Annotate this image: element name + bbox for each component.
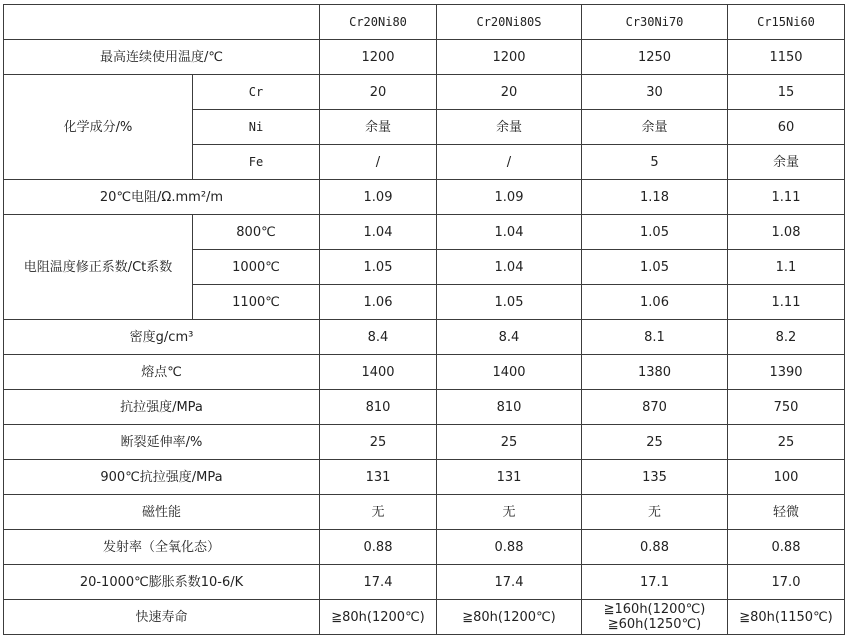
table-row bbox=[4, 390, 845, 425]
table-cell: 1380 bbox=[582, 355, 728, 390]
sub-label: 1100℃ bbox=[193, 285, 320, 320]
table-cell: 余量 bbox=[320, 110, 437, 145]
group-label: 化学成分/% bbox=[4, 75, 193, 180]
table-cell: ≧80h(1200℃) bbox=[437, 600, 582, 635]
table-cell: 无 bbox=[437, 495, 582, 530]
table-row bbox=[4, 40, 845, 75]
row-label: 20-1000℃膨胀系数10-6/K bbox=[4, 565, 320, 600]
table-row bbox=[4, 425, 845, 460]
row-label: 发射率（全氧化态） bbox=[4, 530, 320, 565]
table-cell: 8.4 bbox=[320, 320, 437, 355]
table-cell: 1.05 bbox=[437, 285, 582, 320]
header-cr30ni70: Cr30Ni70 bbox=[582, 5, 728, 40]
life-line-1: ≧160h(1200℃) bbox=[603, 602, 706, 617]
row-label: 密度g/cm³ bbox=[4, 320, 320, 355]
header-cr20ni80s: Cr20Ni80S bbox=[437, 5, 582, 40]
table-cell: 1150 bbox=[728, 40, 845, 75]
table-cell: 17.4 bbox=[437, 565, 582, 600]
table-row bbox=[4, 460, 845, 495]
row-label: 最高连续使用温度/℃ bbox=[4, 40, 320, 75]
table-cell: 750 bbox=[728, 390, 845, 425]
header-cr15ni60: Cr15Ni60 bbox=[728, 5, 845, 40]
row-label: 900℃抗拉强度/MPa bbox=[4, 460, 320, 495]
table-row bbox=[4, 565, 845, 600]
table-cell: 1.04 bbox=[437, 215, 582, 250]
table-cell: ≧80h(1150℃) bbox=[728, 600, 845, 635]
table-cell: 25 bbox=[728, 425, 845, 460]
table-cell: / bbox=[320, 145, 437, 180]
table-cell: 1.09 bbox=[437, 180, 582, 215]
life-line-2: ≧60h(1250℃) bbox=[607, 617, 702, 632]
table-cell: 1.05 bbox=[582, 250, 728, 285]
table-cell: 8.1 bbox=[582, 320, 728, 355]
table-cell: 余量 bbox=[728, 145, 845, 180]
table-row bbox=[4, 600, 845, 635]
table-cell: 余量 bbox=[437, 110, 582, 145]
table-cell bbox=[582, 600, 728, 635]
table-row bbox=[4, 320, 845, 355]
table-row bbox=[4, 180, 845, 215]
header-cr20ni80: Cr20Ni80 bbox=[320, 5, 437, 40]
table-cell: 1.11 bbox=[728, 285, 845, 320]
row-label: 断裂延伸率/% bbox=[4, 425, 320, 460]
group-label: 电阻温度修正系数/Ct系数 bbox=[4, 215, 193, 320]
row-label: 熔点℃ bbox=[4, 355, 320, 390]
table-cell: 1400 bbox=[320, 355, 437, 390]
table-cell: 810 bbox=[320, 390, 437, 425]
table-cell: 131 bbox=[437, 460, 582, 495]
table-cell: 1200 bbox=[320, 40, 437, 75]
table-cell: / bbox=[437, 145, 582, 180]
table-cell: 100 bbox=[728, 460, 845, 495]
table-cell: 5 bbox=[582, 145, 728, 180]
table-cell: 20 bbox=[437, 75, 582, 110]
table-cell: 无 bbox=[582, 495, 728, 530]
row-label: 20℃电阻/Ω.mm²/m bbox=[4, 180, 320, 215]
table-cell: 8.2 bbox=[728, 320, 845, 355]
table-row bbox=[4, 495, 845, 530]
header-row bbox=[4, 5, 845, 40]
table-cell: 1.11 bbox=[728, 180, 845, 215]
table-cell: 1.05 bbox=[320, 250, 437, 285]
table-cell: 1.1 bbox=[728, 250, 845, 285]
table-cell: 1.09 bbox=[320, 180, 437, 215]
table-cell: 135 bbox=[582, 460, 728, 495]
table-cell: 25 bbox=[320, 425, 437, 460]
table-cell: 17.0 bbox=[728, 565, 845, 600]
sub-label: Fe bbox=[193, 145, 320, 180]
alloy-properties-table bbox=[3, 4, 845, 635]
sub-label: Cr bbox=[193, 75, 320, 110]
table-cell: 870 bbox=[582, 390, 728, 425]
table-row bbox=[4, 355, 845, 390]
table-row bbox=[4, 215, 845, 250]
table-cell: 1.04 bbox=[320, 215, 437, 250]
table-cell: 25 bbox=[582, 425, 728, 460]
table-cell: 131 bbox=[320, 460, 437, 495]
table-cell: 余量 bbox=[582, 110, 728, 145]
table-cell: 30 bbox=[582, 75, 728, 110]
row-label: 抗拉强度/MPa bbox=[4, 390, 320, 425]
table-cell: 8.4 bbox=[437, 320, 582, 355]
table-row bbox=[4, 530, 845, 565]
table-cell: 1.08 bbox=[728, 215, 845, 250]
table-cell: 810 bbox=[437, 390, 582, 425]
table-cell: 0.88 bbox=[582, 530, 728, 565]
table-row bbox=[4, 75, 845, 110]
table-cell: 60 bbox=[728, 110, 845, 145]
table-cell: 0.88 bbox=[320, 530, 437, 565]
row-label: 快速寿命 bbox=[4, 600, 320, 635]
row-label: 磁性能 bbox=[4, 495, 320, 530]
header-corner bbox=[4, 5, 320, 40]
table-cell: 1.06 bbox=[320, 285, 437, 320]
table-cell: 1250 bbox=[582, 40, 728, 75]
table-cell: 1.06 bbox=[582, 285, 728, 320]
table-cell: 1390 bbox=[728, 355, 845, 390]
table-cell: 17.1 bbox=[582, 565, 728, 600]
sub-label: 1000℃ bbox=[193, 250, 320, 285]
table-cell: 1200 bbox=[437, 40, 582, 75]
table-cell: 1400 bbox=[437, 355, 582, 390]
table-cell: 25 bbox=[437, 425, 582, 460]
sub-label: 800℃ bbox=[193, 215, 320, 250]
table-cell: 轻微 bbox=[728, 495, 845, 530]
table-cell: 17.4 bbox=[320, 565, 437, 600]
table-cell: 15 bbox=[728, 75, 845, 110]
table-cell: 无 bbox=[320, 495, 437, 530]
table-cell: 1.04 bbox=[437, 250, 582, 285]
table-cell: 1.05 bbox=[582, 215, 728, 250]
table-cell: 20 bbox=[320, 75, 437, 110]
table-cell: 0.88 bbox=[437, 530, 582, 565]
table-cell: 0.88 bbox=[728, 530, 845, 565]
table-cell: 1.18 bbox=[582, 180, 728, 215]
sub-label: Ni bbox=[193, 110, 320, 145]
table-cell: ≧80h(1200℃) bbox=[320, 600, 437, 635]
